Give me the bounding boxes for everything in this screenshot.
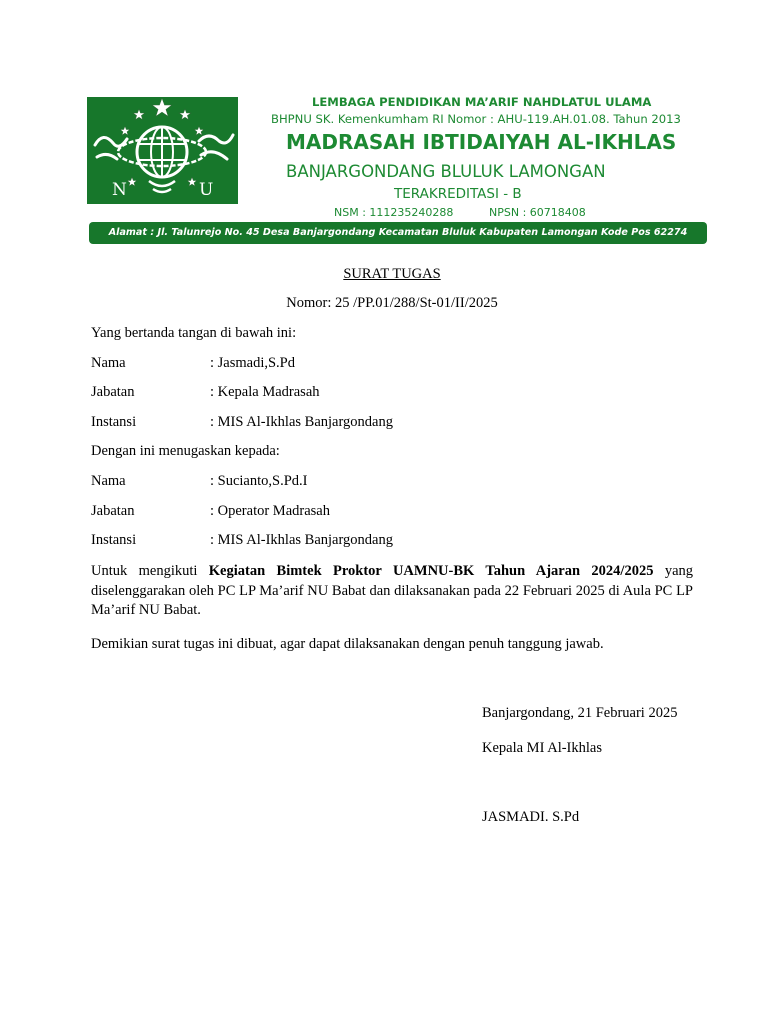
accreditation: TERAKREDITASI - B bbox=[394, 186, 522, 202]
assignee-position-value: : Operator Madrasah bbox=[210, 503, 330, 519]
closing-text: Demikian surat tugas ini dibuat, agar dapat dilaksanakan dengan penuh tanggung jawab. bbox=[91, 636, 604, 652]
institution-name: LEMBAGA PENDIDIKAN MA’ARIF NAHDLATUL ULAMA bbox=[312, 95, 652, 109]
svg-text:N: N bbox=[112, 180, 127, 200]
npsn: NPSN : 60718408 bbox=[489, 206, 586, 219]
school-name: MADRASAH IBTIDAIYAH AL-IKHLAS bbox=[286, 130, 677, 154]
body-suffix: yang diselenggarakan oleh PC LP Ma’arif NU Babat dan dilaksanakan pada 22 Februari 2025 di Aula PC LP Ma’arif NU Babat. bbox=[91, 563, 694, 618]
assignee-institution-label: Instansi bbox=[91, 532, 137, 548]
registration-number: BHPNU SK. Kemenkumham RI Nomor : AHU-119.AH.01.08. Tahun 2013 bbox=[271, 112, 681, 126]
assignee-institution-value: : MIS Al-Ikhlas Banjargondang bbox=[210, 532, 393, 548]
address-bar: Alamat : Jl. Talunrejo No. 45 Desa Banjargondang Kecamatan Bluluk Kabupaten Lamongan Kode Pos 62274 bbox=[89, 222, 707, 244]
signer-name-value: : Jasmadi,S.Pd bbox=[210, 355, 295, 371]
letter-number: Nomor: 25 /PP.01/288/St-01/II/2025 bbox=[286, 295, 498, 311]
assignee-name-value: : Sucianto,S.Pd.I bbox=[210, 473, 308, 489]
assignee-name-label: Nama bbox=[91, 473, 126, 489]
signer-institution-label: Instansi bbox=[91, 414, 137, 430]
event-name: Kegiatan Bimtek Proktor UAMNU-BK Tahun Ajaran 2024/2025 bbox=[208, 563, 654, 579]
nu-logo bbox=[87, 97, 238, 204]
body-prefix: Untuk mengikuti bbox=[91, 563, 209, 579]
assignment-paragraph bbox=[91, 562, 693, 621]
nu-emblem-icon bbox=[87, 97, 238, 204]
place-date: Banjargondang, 21 Februari 2025 bbox=[482, 705, 678, 721]
assignee-position-label: Jabatan bbox=[91, 503, 135, 519]
signer-name-label: Nama bbox=[91, 355, 126, 371]
signer-position-label: Jabatan bbox=[91, 384, 135, 400]
assign-intro-text: Dengan ini menugaskan kepada: bbox=[91, 443, 280, 459]
school-location: BANJARGONDANG BLULUK LAMONGAN bbox=[286, 162, 606, 181]
intro-text: Yang bertanda tangan di bawah ini: bbox=[91, 325, 297, 341]
letter-title: SURAT TUGAS bbox=[343, 266, 441, 282]
signer-position-value: : Kepala Madrasah bbox=[210, 384, 320, 400]
svg-text:U: U bbox=[199, 180, 214, 200]
signer-name: JASMADI. S.Pd bbox=[482, 809, 580, 825]
signer-institution-value: : MIS Al-Ikhlas Banjargondang bbox=[210, 414, 393, 430]
signer-title: Kepala MI Al-Ikhlas bbox=[482, 740, 602, 756]
nsm: NSM : 111235240288 bbox=[334, 206, 454, 219]
